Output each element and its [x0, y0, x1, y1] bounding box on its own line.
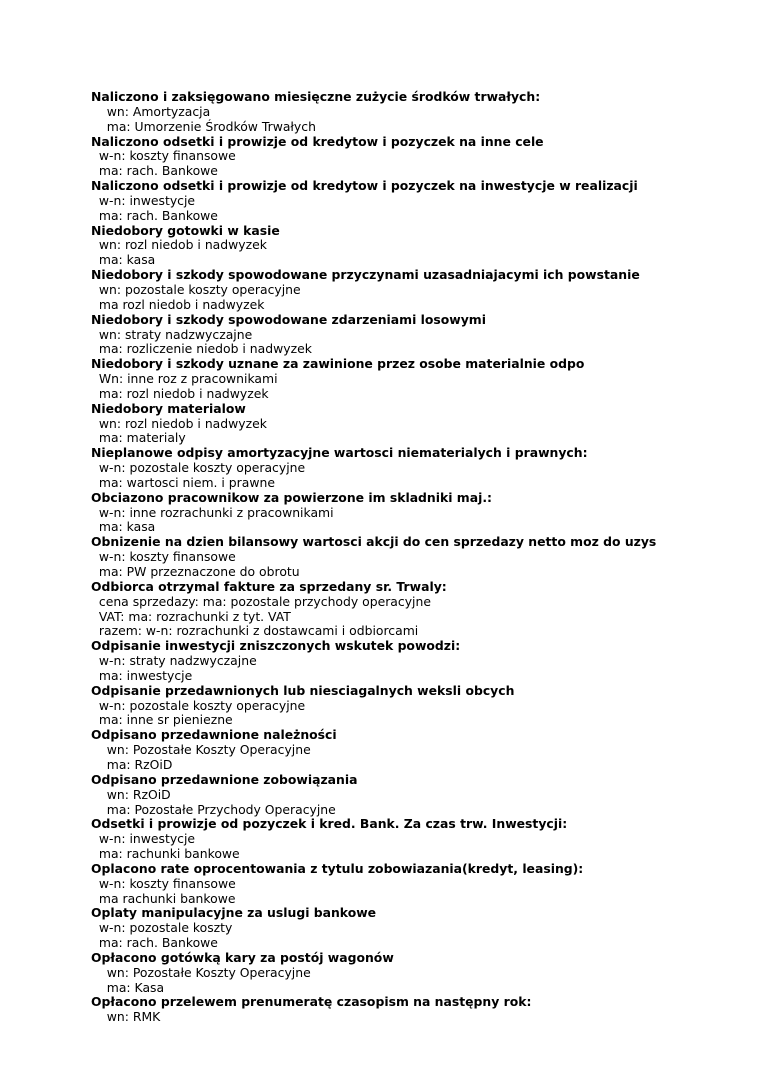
entry-account-line: razem: w-n: rozrachunki z dostawcami i odbiorcami [91, 623, 419, 639]
entry-account-line: wn: RzOiD [91, 786, 171, 802]
entry-title: Odpisanie inwestycji zniszczonych wskutek powodzi: [91, 638, 461, 654]
entry-account-line: ma: inne sr pieniezne [91, 712, 233, 728]
entry-title: Obciazono pracownikow za powierzone im skladniki maj.: [91, 489, 492, 505]
entry-title: Opłacono przelewem prenumeratę czasopism na następny rok: [91, 994, 532, 1010]
journal-entry [91, 491, 721, 536]
entry-account-line: ma: kasa [91, 519, 156, 535]
entry-title: Oplacono rate oprocentowania z tytulu zobowiazania(kredyt, leasing): [91, 860, 584, 876]
journal-entry [91, 639, 721, 684]
journal-entry [91, 402, 721, 447]
entry-title: Niedobory gotowki w kasie [91, 222, 280, 238]
entry-title: Odbiorca otrzymal fakture za sprzedany sr. Trwaly: [91, 578, 447, 594]
entry-account-line: Wn: inne roz z pracownikami [91, 371, 278, 387]
entry-title: Naliczono odsetki i prowizje od kredytow i pozyczek na inne cele [91, 133, 544, 149]
journal-entry [91, 684, 721, 729]
journal-entry [91, 728, 721, 773]
entry-account-line: wn: RMK [91, 1009, 161, 1025]
entry-account-line: wn: Pozostałe Koszty Operacyjne [91, 964, 311, 980]
entry-title: Niedobory i szkody spowodowane przyczynami uzasadniajacymi ich powstanie [91, 267, 640, 283]
entry-account-line: ma: inwestycje [91, 667, 193, 683]
entry-account-line: w-n: pozostale koszty operacyjne [91, 697, 306, 713]
entry-account-line: ma: kasa [91, 252, 156, 268]
entry-title: Odpisano przedawnione należności [91, 727, 337, 743]
journal-entry [91, 446, 721, 491]
entry-title: Niedobory materialow [91, 400, 246, 416]
entry-account-line: w-n: koszty finansowe [91, 875, 236, 891]
journal-entry [91, 135, 721, 180]
journal-entry [91, 906, 721, 951]
entry-account-line: ma: rach. Bankowe [91, 935, 218, 951]
entry-account-line: ma: rachunki bankowe [91, 846, 240, 862]
entry-account-line: ma: rozliczenie niedob i nadwyzek [91, 341, 312, 357]
entry-account-line: ma: Pozostałe Przychody Operacyjne [91, 801, 336, 817]
entry-title: Odsetki i prowizje od pozyczek i kred. Bank. Za czas trw. Inwestycji: [91, 816, 568, 832]
entry-account-line: w-n: inwestycje [91, 192, 196, 208]
entry-account-line: wn: Amortyzacja [91, 103, 211, 119]
entry-account-line: ma: wartosci niem. i prawne [91, 474, 275, 490]
entry-title: Obnizenie na dzien bilansowy wartosci akcji do cen sprzedazy netto moz do uzys [91, 534, 657, 550]
journal-entry [91, 535, 721, 580]
entry-account-line: ma: RzOiD [91, 756, 173, 772]
entry-account-line: cena sprzedazy: ma: pozostale przychody operacyjne [91, 593, 431, 609]
entry-title: Naliczono odsetki i prowizje od kredytow i pozyczek na inwestycje w realizacji [91, 178, 638, 194]
entry-title: Niedobory i szkody spowodowane zdarzeniami losowymi [91, 311, 486, 327]
entry-title: Oplaty manipulacyjne za uslugi bankowe [91, 905, 377, 921]
document-body [91, 90, 721, 1025]
entry-account-line: ma rachunki bankowe [91, 890, 236, 906]
journal-entry [91, 224, 721, 269]
journal-entry [91, 357, 721, 402]
entry-account-line: w-n: pozostale koszty [91, 920, 233, 936]
entry-account-line: w-n: straty nadzwyczajne [91, 653, 257, 669]
journal-entry [91, 817, 721, 862]
entry-account-line: wn: rozl niedob i nadwyzek [91, 237, 267, 253]
journal-entry [91, 313, 721, 358]
entry-account-line: wn: pozostale koszty operacyjne [91, 281, 301, 297]
entry-account-line: ma: rozl niedob i nadwyzek [91, 385, 269, 401]
entry-account-line: wn: Pozostałe Koszty Operacyjne [91, 742, 311, 758]
journal-entry [91, 862, 721, 907]
entry-title: Odpisanie przedawnionych lub niesciagalnych weksli obcych [91, 682, 515, 698]
entry-account-line: wn: straty nadzwyczajne [91, 326, 253, 342]
entry-account-line: ma: PW przeznaczone do obrotu [91, 564, 300, 579]
entry-account-line: ma: rach. Bankowe [91, 163, 218, 179]
entry-account-line: w-n: inwestycje [91, 831, 196, 847]
entry-title: Naliczono i zaksięgowano miesięczne zużycie środków trwałych: [91, 89, 541, 104]
entry-title: Niedobory i szkody uznane za zawinione przez osobe materialnie odpo [91, 356, 585, 372]
entry-account-line: w-n: inne rozrachunki z pracownikami [91, 504, 334, 520]
journal-entry [91, 580, 721, 639]
journal-entry [91, 179, 721, 224]
entry-account-line: w-n: koszty finansowe [91, 549, 236, 565]
entry-title: Odpisano przedawnione zobowiązania [91, 771, 358, 787]
entry-account-line: ma: materialy [91, 430, 186, 446]
entry-account-line: w-n: pozostale koszty operacyjne [91, 460, 306, 476]
journal-entry [91, 995, 721, 1025]
journal-entry [91, 90, 721, 135]
entry-account-line: w-n: koszty finansowe [91, 148, 236, 164]
entry-account-line: ma: Kasa [91, 979, 165, 995]
journal-entry [91, 773, 721, 818]
entry-account-line: ma: Umorzenie Środków Trwałych [91, 118, 316, 134]
entry-title: Opłacono gotówką kary za postój wagonów [91, 949, 394, 965]
entry-account-line: ma rozl niedob i nadwyzek [91, 296, 265, 312]
entry-account-line: VAT: ma: rozrachunki z tyt. VAT [91, 608, 291, 624]
entry-title: Nieplanowe odpisy amortyzacyjne wartosci niematerialych i prawnych: [91, 445, 588, 461]
journal-entry [91, 268, 721, 313]
journal-entry [91, 951, 721, 996]
entry-account-line: wn: rozl niedob i nadwyzek [91, 415, 267, 431]
entry-account-line: ma: rach. Bankowe [91, 207, 218, 223]
